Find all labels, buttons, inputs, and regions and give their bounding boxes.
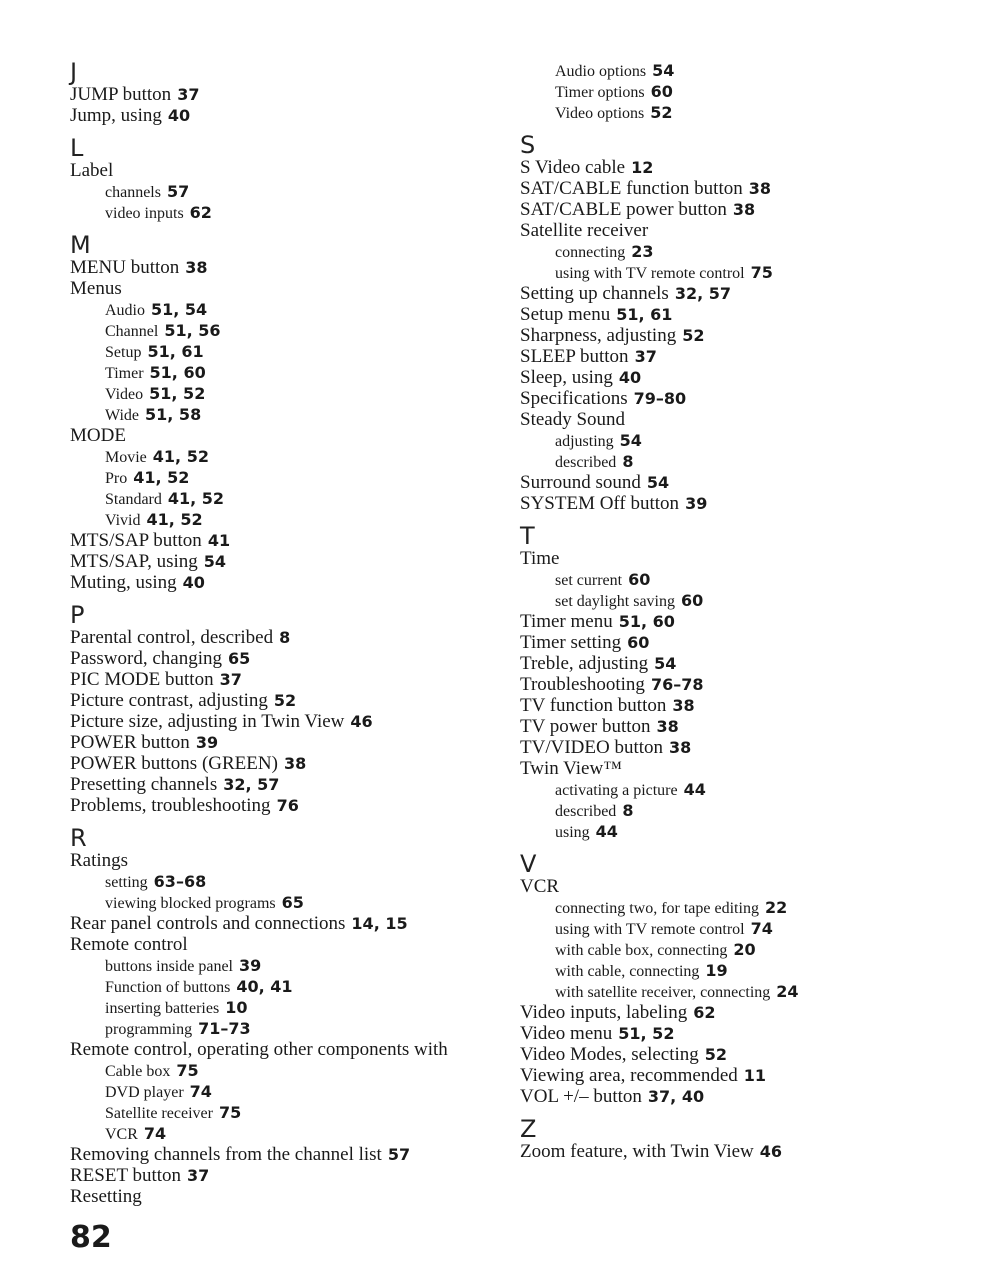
- entry-page-ref: 51, 61: [616, 305, 673, 324]
- entry-page-ref: 54: [654, 654, 677, 673]
- entry-page-ref: 74: [143, 1124, 167, 1143]
- index-entry: [520, 695, 950, 716]
- entry-page-ref: 10: [225, 998, 248, 1017]
- section-letter: T: [520, 522, 535, 550]
- entry-page-ref: 38: [283, 754, 307, 773]
- entry-term: Video inputs, labeling: [520, 1002, 688, 1023]
- index-entry: [70, 1186, 490, 1207]
- entry-term: Menus: [70, 278, 122, 299]
- entry-page-ref: 57: [166, 182, 190, 201]
- entry-page-ref: 44: [683, 780, 706, 799]
- entry-term: Parental control, described: [70, 627, 274, 648]
- entry-page-ref: 51, 60: [618, 612, 675, 631]
- index-entry: [70, 530, 490, 551]
- index-entry: [70, 1144, 490, 1165]
- entry-page-ref: 37, 40: [647, 1087, 705, 1106]
- entry-page-ref: 39: [195, 733, 219, 752]
- index-column-left: [70, 60, 490, 1207]
- entry-page-ref: 40: [182, 573, 205, 592]
- entry-page-ref: 65: [227, 649, 251, 668]
- index-subentry: [520, 60, 950, 81]
- index-section-p: [70, 603, 490, 816]
- entry-term: PIC MODE button: [70, 669, 214, 690]
- index-subentry: [70, 955, 490, 976]
- index-subentry: [70, 871, 490, 892]
- entry-page-ref: 41, 52: [167, 489, 225, 508]
- entry-page-ref: 51, 52: [618, 1024, 675, 1043]
- entry-term: with satellite receiver, connecting: [555, 984, 771, 1001]
- index-subentry: [520, 81, 950, 102]
- entry-term: Specifications: [520, 388, 628, 409]
- index-entry: [70, 774, 490, 795]
- index-section-j: [70, 60, 490, 126]
- entry-term: JUMP button: [70, 84, 172, 105]
- entry-page-ref: 40: [618, 368, 642, 387]
- entry-page-ref: 76: [276, 796, 299, 815]
- entry-page-ref: 46: [759, 1142, 783, 1161]
- index-section-z: [520, 1117, 950, 1162]
- entry-term: using: [555, 824, 590, 841]
- index-entry: [520, 1002, 950, 1023]
- entry-page-ref: 62: [189, 203, 212, 222]
- index-subentry: [70, 1102, 490, 1123]
- entry-term: connecting: [555, 244, 626, 261]
- index-subentry: [520, 430, 950, 451]
- entry-term: Resetting: [70, 1186, 142, 1207]
- index-subentry: [520, 779, 950, 800]
- index-section-r: [70, 826, 490, 1207]
- index-entry: [520, 1141, 950, 1162]
- entry-term: MTS/SAP button: [70, 530, 202, 551]
- index-entry: [70, 1039, 490, 1060]
- entry-term: Viewing area, recommended: [520, 1065, 738, 1086]
- entry-term: SAT/CABLE power button: [520, 199, 727, 220]
- entry-term: Audio options: [555, 63, 647, 80]
- index-subentry: [520, 102, 950, 123]
- index-entry: [520, 548, 950, 569]
- entry-page-ref: 51, 61: [147, 342, 204, 361]
- entry-page-ref: 38: [748, 179, 771, 198]
- index-entry: [70, 551, 490, 572]
- index-subentry: [70, 467, 490, 488]
- section-letter: R: [70, 824, 87, 852]
- entry-term: TV function button: [520, 695, 667, 716]
- entry-term: S Video cable: [520, 157, 626, 178]
- entry-page-ref: 12: [631, 158, 654, 177]
- index-subentry: [520, 981, 950, 1002]
- entry-term: Setup menu: [520, 304, 611, 325]
- entry-term: set daylight saving: [555, 593, 675, 610]
- entry-term: Video: [105, 386, 144, 403]
- entry-page-ref: 54: [619, 431, 642, 450]
- entry-term: Function of buttons: [105, 979, 231, 996]
- entry-term: channels: [105, 184, 161, 201]
- entry-page-ref: 52: [650, 103, 673, 122]
- entry-term: Timer options: [555, 84, 645, 101]
- index-subentry: [70, 320, 490, 341]
- index-entry: [520, 737, 950, 758]
- index-section-v: [520, 852, 950, 1107]
- index-subentry: [70, 488, 490, 509]
- index-subentry: [70, 509, 490, 530]
- entry-page-ref: 60: [628, 570, 651, 589]
- entry-term: Vivid: [105, 512, 141, 529]
- index-entry: [520, 653, 950, 674]
- entry-term: adjusting: [555, 433, 614, 450]
- entry-page-ref: 41, 52: [152, 447, 209, 466]
- index-subentry: [520, 821, 950, 842]
- index-entry: [70, 1165, 490, 1186]
- entry-term: Picture contrast, adjusting: [70, 690, 268, 711]
- entry-page-ref: 75: [176, 1061, 199, 1080]
- index-entry: [520, 199, 950, 220]
- entry-term: Standard: [105, 491, 162, 508]
- index-subentry: [520, 897, 950, 918]
- entry-term: POWER button: [70, 732, 190, 753]
- entry-page-ref: 51, 52: [149, 384, 206, 403]
- index-entry: [70, 278, 490, 299]
- entry-page-ref: 8: [622, 801, 634, 820]
- entry-term: Timer: [105, 365, 144, 382]
- entry-term: Audio: [105, 302, 145, 319]
- entry-term: Password, changing: [70, 648, 222, 669]
- entry-page-ref: 65: [281, 893, 304, 912]
- section-letter: J: [70, 58, 78, 86]
- section-letter: S: [520, 131, 536, 159]
- index-entry: [70, 795, 490, 816]
- entry-term: Surround sound: [520, 472, 641, 493]
- index-section-m: [70, 233, 490, 593]
- entry-term: TV/VIDEO button: [520, 737, 664, 758]
- entry-term: Steady Sound: [520, 409, 626, 430]
- entry-term: set current: [555, 572, 623, 589]
- index-entry: [70, 425, 490, 446]
- index-entry: [70, 934, 490, 955]
- entry-term: Cable box: [105, 1063, 171, 1080]
- index-entry: [520, 367, 950, 388]
- index-entry: [520, 472, 950, 493]
- section-letter: M: [70, 231, 91, 259]
- index-subentry: [70, 202, 490, 223]
- entry-page-ref: 44: [595, 822, 618, 841]
- entry-term: SLEEP button: [520, 346, 629, 367]
- entry-page-ref: 37: [187, 1166, 210, 1185]
- section-letter: V: [520, 850, 537, 878]
- index-entry: [520, 346, 950, 367]
- section-letter: L: [70, 134, 84, 162]
- entry-term: Satellite receiver: [105, 1105, 213, 1122]
- entry-term: MODE: [70, 425, 126, 446]
- section-letter: P: [70, 601, 85, 629]
- index-subentry: [520, 800, 950, 821]
- index-subentry: [70, 299, 490, 320]
- index-subentry: [70, 446, 490, 467]
- entry-page-ref: 20: [733, 940, 756, 959]
- index-subentry: [520, 569, 950, 590]
- index-subentry: [70, 997, 490, 1018]
- entry-term: Sleep, using: [520, 367, 613, 388]
- page-number: 82: [70, 1220, 112, 1255]
- entry-page-ref: 19: [705, 961, 728, 980]
- entry-term: Remote control, operating other components with: [70, 1039, 448, 1060]
- entry-page-ref: 62: [693, 1003, 716, 1022]
- entry-page-ref: 40: [167, 106, 191, 125]
- index-entry: [520, 674, 950, 695]
- index-section-s: [520, 133, 950, 514]
- entry-term: RESET button: [70, 1165, 182, 1186]
- entry-term: Muting, using: [70, 572, 177, 593]
- entry-term: VCR: [105, 1126, 138, 1143]
- index-entry: [70, 732, 490, 753]
- entry-page-ref: 32, 57: [674, 284, 731, 303]
- entry-page-ref: 24: [776, 982, 799, 1001]
- entry-term: Timer menu: [520, 611, 613, 632]
- entry-page-ref: 54: [646, 473, 670, 492]
- entry-page-ref: 51, 54: [151, 300, 208, 319]
- entry-term: Time: [520, 548, 560, 569]
- entry-page-ref: 52: [682, 326, 705, 345]
- entry-page-ref: 39: [238, 956, 262, 975]
- index-entry: [520, 493, 950, 514]
- entry-term: Video menu: [520, 1023, 613, 1044]
- index-subentry: [520, 918, 950, 939]
- entry-term: using with TV remote control: [555, 921, 745, 938]
- index-entry: [520, 409, 950, 430]
- entry-term: Wide: [105, 407, 140, 424]
- entry-page-ref: 38: [185, 258, 208, 277]
- entry-page-ref: 38: [672, 696, 695, 715]
- index-entry: [70, 648, 490, 669]
- entry-term: Picture size, adjusting in Twin View: [70, 711, 345, 732]
- entry-term: Zoom feature, with Twin View: [520, 1141, 754, 1162]
- index-subentry: [70, 976, 490, 997]
- index-subentry: [520, 590, 950, 611]
- entry-term: Sharpness, adjusting: [520, 325, 677, 346]
- entry-term: Treble, adjusting: [520, 653, 649, 674]
- index-subentry: [70, 892, 490, 913]
- entry-page-ref: 76–78: [650, 675, 704, 694]
- index-column-right: [520, 60, 950, 1162]
- entry-page-ref: 41, 52: [146, 510, 203, 529]
- entry-page-ref: 38: [669, 738, 692, 757]
- entry-page-ref: 37: [177, 85, 200, 104]
- entry-term: Ratings: [70, 850, 129, 871]
- entry-term: viewing blocked programs: [105, 895, 276, 912]
- entry-page-ref: 41: [207, 531, 231, 550]
- entry-page-ref: 38: [732, 200, 756, 219]
- entry-page-ref: 51, 58: [145, 405, 202, 424]
- entry-page-ref: 60: [680, 591, 704, 610]
- entry-page-ref: 14, 15: [351, 914, 408, 933]
- entry-page-ref: 54: [203, 552, 227, 571]
- index-entry: [70, 850, 490, 871]
- index-subentry: [520, 451, 950, 472]
- entry-term: Timer setting: [520, 632, 622, 653]
- entry-page-ref: 51, 60: [149, 363, 206, 382]
- entry-page-ref: 52: [273, 691, 297, 710]
- entry-page-ref: 32, 57: [223, 775, 280, 794]
- index-subentry: [520, 960, 950, 981]
- entry-term: Satellite receiver: [520, 220, 649, 241]
- index-entry: [70, 84, 490, 105]
- index-entry: [520, 388, 950, 409]
- entry-term: TV power button: [520, 716, 651, 737]
- index-entry: [70, 753, 490, 774]
- entry-term: SAT/CABLE function button: [520, 178, 743, 199]
- index-entry: [520, 632, 950, 653]
- index-subentry: [70, 404, 490, 425]
- index-entry: [70, 160, 490, 181]
- entry-page-ref: 57: [387, 1145, 411, 1164]
- index-subentry: [70, 362, 490, 383]
- index-entry: [70, 669, 490, 690]
- index-subentry: [520, 241, 950, 262]
- entry-term: Jump, using: [70, 105, 162, 126]
- entry-page-ref: 52: [704, 1045, 728, 1064]
- entry-page-ref: 23: [631, 242, 654, 261]
- entry-term: VCR: [520, 876, 560, 897]
- index-entry: [70, 690, 490, 711]
- entry-page-ref: 38: [656, 717, 679, 736]
- index-entry: [520, 1044, 950, 1065]
- index-entry: [520, 178, 950, 199]
- entry-page-ref: 22: [764, 898, 788, 917]
- index-entry: [520, 876, 950, 897]
- entry-page-ref: 40, 41: [236, 977, 293, 996]
- entry-page-ref: 11: [743, 1066, 767, 1085]
- index-subentry: [520, 262, 950, 283]
- entry-term: DVD player: [105, 1084, 184, 1101]
- entry-term: using with TV remote control: [555, 265, 745, 282]
- index-entry: [520, 1023, 950, 1044]
- entry-term: MENU button: [70, 257, 180, 278]
- entry-term: MTS/SAP, using: [70, 551, 198, 572]
- index-section-l: [70, 136, 490, 223]
- index-entry: [520, 1065, 950, 1086]
- entry-term: setting: [105, 874, 148, 891]
- entry-page-ref: 74: [750, 919, 773, 938]
- index-subentry: [70, 341, 490, 362]
- entry-term: inserting batteries: [105, 1000, 220, 1017]
- index-entry: [70, 711, 490, 732]
- index-entry: [520, 325, 950, 346]
- entry-term: Movie: [105, 449, 147, 466]
- index-entry: [70, 257, 490, 278]
- entry-page-ref: 60: [627, 633, 650, 652]
- entry-term: Label: [70, 160, 114, 181]
- index-section-continued: [520, 60, 950, 123]
- entry-term: Removing channels from the channel list: [70, 1144, 382, 1165]
- entry-page-ref: 54: [652, 61, 675, 80]
- entry-term: Pro: [105, 470, 128, 487]
- entry-term: Troubleshooting: [520, 674, 645, 695]
- entry-page-ref: 37: [634, 347, 657, 366]
- entry-page-ref: 51, 56: [164, 321, 221, 340]
- index-entry: [70, 627, 490, 648]
- index-subentry: [70, 383, 490, 404]
- entry-term: described: [555, 803, 617, 820]
- index-entry: [70, 572, 490, 593]
- index-entry: [520, 716, 950, 737]
- entry-page-ref: 37: [219, 670, 242, 689]
- index-subentry: [70, 1081, 490, 1102]
- entry-page-ref: 46: [350, 712, 373, 731]
- index-entry: [520, 758, 950, 779]
- entry-term: Rear panel controls and connections: [70, 913, 346, 934]
- entry-term: with cable, connecting: [555, 963, 700, 980]
- entry-term: activating a picture: [555, 782, 678, 799]
- index-subentry: [70, 1060, 490, 1081]
- entry-term: video inputs: [105, 205, 184, 222]
- section-letter: Z: [520, 1115, 537, 1143]
- entry-term: POWER buttons (GREEN): [70, 753, 278, 774]
- index-subentry: [70, 1018, 490, 1039]
- entry-page-ref: 75: [750, 263, 773, 282]
- index-entry: [520, 157, 950, 178]
- index-entry: [70, 913, 490, 934]
- entry-term: Setup: [105, 344, 142, 361]
- entry-term: VOL +/– button: [520, 1086, 642, 1107]
- entry-term: buttons inside panel: [105, 958, 233, 975]
- entry-page-ref: 8: [279, 628, 291, 647]
- entry-page-ref: 79–80: [633, 389, 687, 408]
- index-subentry: [70, 181, 490, 202]
- entry-term: Remote control: [70, 934, 188, 955]
- entry-term: described: [555, 454, 617, 471]
- entry-page-ref: 63–68: [153, 872, 207, 891]
- index-entry: [520, 220, 950, 241]
- entry-term: SYSTEM Off button: [520, 493, 680, 514]
- entry-term: Video Modes, selecting: [520, 1044, 699, 1065]
- entry-term: Problems, troubleshooting: [70, 795, 271, 816]
- entry-term: Channel: [105, 323, 159, 340]
- index-entry: [520, 611, 950, 632]
- entry-term: programming: [105, 1021, 193, 1038]
- entry-term: with cable box, connecting: [555, 942, 728, 959]
- entry-page-ref: 41, 52: [133, 468, 190, 487]
- entry-page-ref: 39: [685, 494, 708, 513]
- entry-term: Twin View™: [520, 758, 622, 779]
- index-entry: [520, 1086, 950, 1107]
- entry-page-ref: 60: [650, 82, 673, 101]
- entry-page-ref: 74: [189, 1082, 212, 1101]
- entry-page-ref: 75: [218, 1103, 242, 1122]
- index-section-t: [520, 524, 950, 842]
- index-entry: [70, 105, 490, 126]
- index-subentry: [70, 1123, 490, 1144]
- entry-page-ref: 71–73: [198, 1019, 251, 1038]
- entry-page-ref: 8: [622, 452, 634, 471]
- entry-term: Video options: [555, 105, 645, 122]
- index-entry: [520, 304, 950, 325]
- entry-term: Presetting channels: [70, 774, 218, 795]
- index-entry: [520, 283, 950, 304]
- entry-term: Setting up channels: [520, 283, 669, 304]
- entry-term: connecting two, for tape editing: [555, 900, 759, 917]
- index-subentry: [520, 939, 950, 960]
